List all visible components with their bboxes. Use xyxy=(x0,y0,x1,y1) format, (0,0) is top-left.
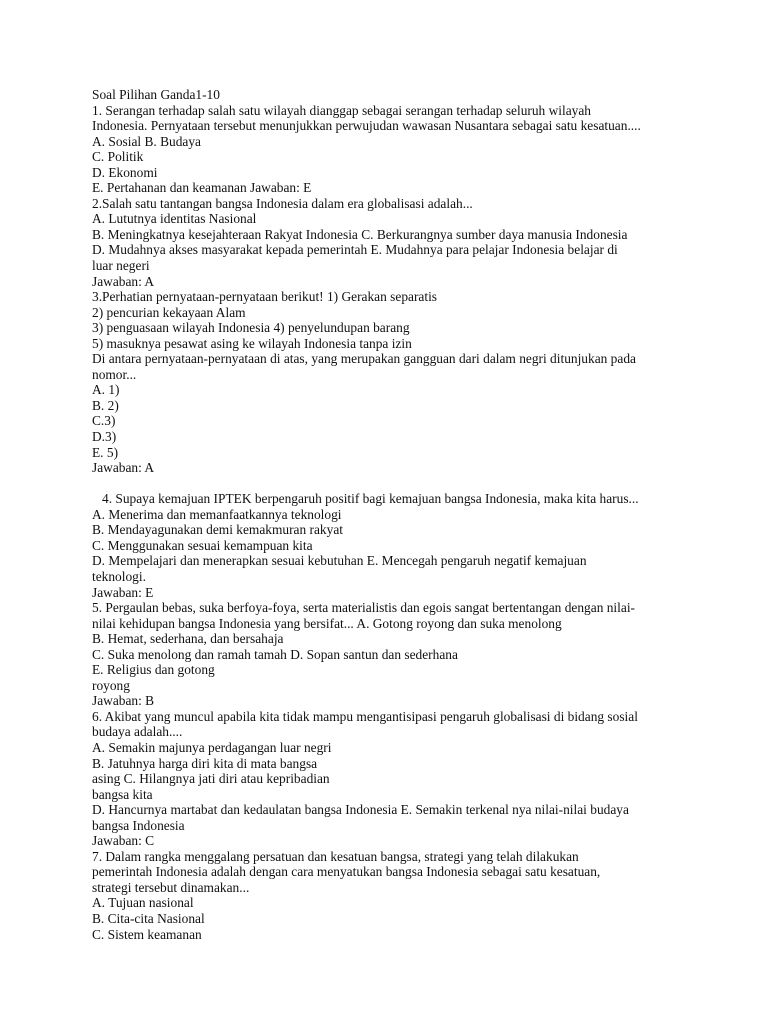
text-line: B. Mendayagunakan demi kemakmuran rakyat xyxy=(92,522,343,538)
document-page xyxy=(92,87,756,942)
text-line: pemerintah Indonesia adalah dengan cara menyatukan bangsa Indonesia sebagai satu kesatuan, xyxy=(92,864,601,880)
text-line: B. Meningkatnya kesejahteraan Rakyat Indonesia C. Berkurangnya sumber daya manusia Indonesia xyxy=(92,226,628,242)
text-line: royong xyxy=(92,677,130,693)
text-line: C. Suka menolong dan ramah tamah D. Sopan santun dan sederhana xyxy=(92,646,458,662)
text-line: bangsa Indonesia xyxy=(92,817,185,833)
text-line: E. Pertahanan dan keamanan Jawaban: E xyxy=(92,180,312,196)
text-line: 2.Salah satu tantangan bangsa Indonesia dalam era globalisasi adalah... xyxy=(92,195,473,211)
text-line: luar negeri xyxy=(92,258,150,274)
text-line: A. Tujuan nasional xyxy=(92,895,194,911)
text-line: A. Lututnya identitas Nasional xyxy=(92,211,257,227)
text-line: D. Mudahnya akses masyarakat kepada pemerintah E. Mudahnya para pelajar Indonesia belajar di xyxy=(92,242,618,258)
text-line: Soal Pilihan Ganda1-10 xyxy=(92,87,220,102)
text-line: Indonesia. Pernyataan tersebut menunjukkan perwujudan wawasan Nusantara sebagai satu kesatuan.... xyxy=(92,118,641,134)
text-line: nomor... xyxy=(92,366,137,382)
text-line: asing C. Hilangnya jati diri atau kepribadian xyxy=(92,771,330,787)
text-line: 2) pencurian kekayaan Alam xyxy=(92,304,246,320)
text-line: C. Sistem keamanan xyxy=(92,926,202,942)
text-line: D.3) xyxy=(92,429,117,445)
text-line: teknologi. xyxy=(92,568,146,584)
text-line: C.3) xyxy=(92,413,116,429)
text-line: 5) masuknya pesawat asing ke wilayah Indonesia tanpa izin xyxy=(92,335,412,351)
text-line: A. Semakin majunya perdagangan luar negri xyxy=(92,739,332,755)
text-line: 3) penguasaan wilayah Indonesia 4) penyelundupan barang xyxy=(92,320,410,336)
text-line: Jawaban: A xyxy=(92,273,155,289)
text-line: E. Religius dan gotong xyxy=(92,662,215,678)
text-line: D. Ekonomi xyxy=(92,164,158,180)
blank-line xyxy=(92,476,756,492)
text-line: A. Menerima dan memanfaatkannya teknologi xyxy=(92,506,342,522)
text-line: nilai kehidupan bangsa Indonesia yang bersifat... A. Gotong royong dan suka menolong xyxy=(92,615,562,631)
text-line: strategi tersebut dinamakan... xyxy=(92,879,250,895)
text-line: C. Menggunakan sesuai kemampuan kita xyxy=(92,537,313,553)
text-line: E. 5) xyxy=(92,444,119,460)
text-line: 6. Akibat yang muncul apabila kita tidak mampu mengantisipasi pengaruh globalisasi di bidang sosial xyxy=(92,708,638,724)
text-line: bangsa kita xyxy=(92,786,153,802)
text-line: Jawaban: E xyxy=(92,584,154,600)
text-line: A. Sosial B. Budaya xyxy=(92,133,201,149)
text-line: 5. Pergaulan bebas, suka berfoya-foya, serta materialistis dan egois sangat bertentangan dengan nilai- xyxy=(92,600,636,616)
text-line: B. Cita-cita Nasional xyxy=(92,910,205,926)
text-line: Jawaban: A xyxy=(92,460,155,476)
text-line: Di antara pernyataan-pernyataan di atas, yang merupakan gangguan dari dalam negri ditunjukan pada xyxy=(92,351,636,367)
text-line: C. Politik xyxy=(92,149,144,165)
text-line: 1. Serangan terhadap salah satu wilayah dianggap sebagai serangan terhadap seluruh wilayah xyxy=(92,102,591,118)
text-line: Jawaban: C xyxy=(92,833,155,849)
text-line: B. Hemat, sederhana, dan bersahaja xyxy=(92,631,284,647)
text-line: D. Hancurnya martabat dan kedaulatan bangsa Indonesia E. Semakin terkenal nya nilai-nilai budaya xyxy=(92,802,629,818)
text-line: budaya adalah.... xyxy=(92,724,183,740)
text-line: B. 2) xyxy=(92,397,119,413)
text-line: B. Jatuhnya harga diri kita di mata bangsa xyxy=(92,755,318,771)
text-line: 7. Dalam rangka menggalang persatuan dan kesatuan bangsa, strategi yang telah dilakukan xyxy=(92,848,579,864)
text-line: 3.Perhatian pernyataan-pernyataan berikut! 1) Gerakan separatis xyxy=(92,289,438,305)
text-line: A. 1) xyxy=(92,382,120,398)
text-line: Jawaban: B xyxy=(92,693,155,709)
text-line: 4. Supaya kemajuan IPTEK berpengaruh positif bagi kemajuan bangsa Indonesia, maka kita harus... xyxy=(102,491,639,507)
text-line: D. Mempelajari dan menerapkan sesuai kebutuhan E. Mencegah pengaruh negatif kemajuan xyxy=(92,553,587,569)
